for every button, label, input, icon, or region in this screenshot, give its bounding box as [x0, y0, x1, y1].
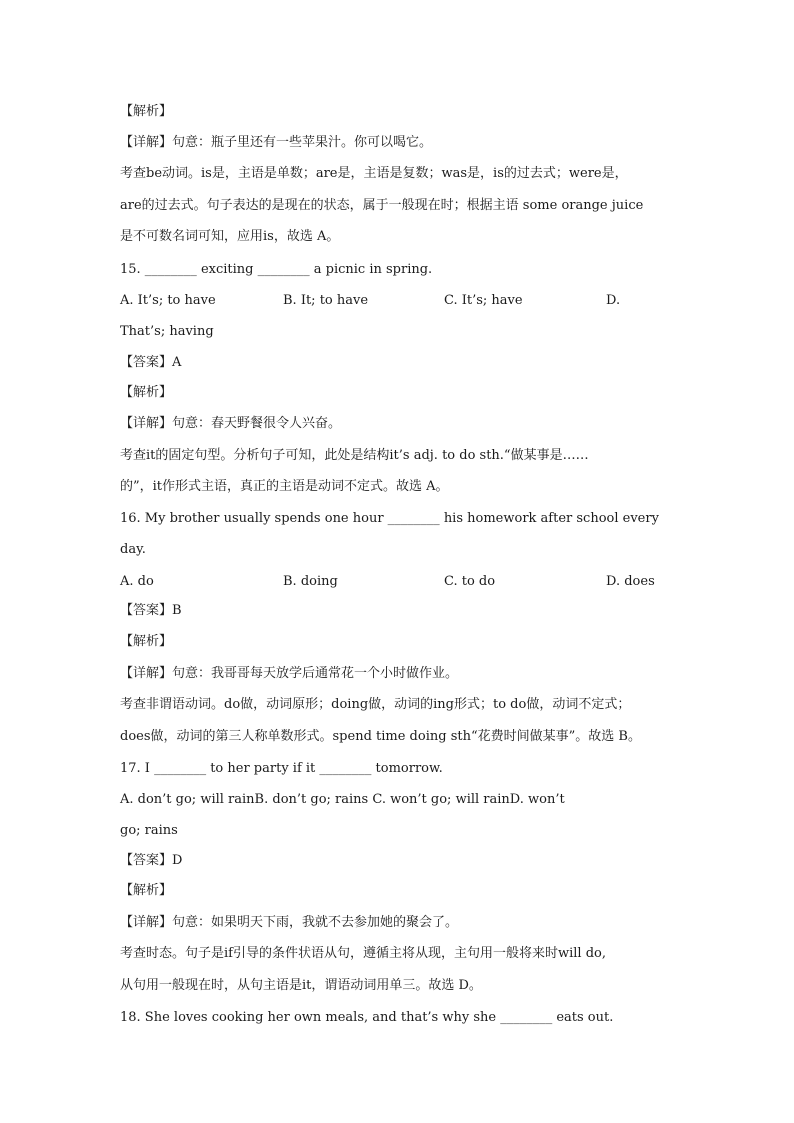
question-18: 18. She loves cooking her own meals, and that’s why she ________ eats out. — [120, 1010, 614, 1025]
explanation-text: does做，动词的第三人称单数形式。spend time doing sth“花费时间做某事”。故选 B。 — [120, 729, 641, 744]
explanation-text: 的”，it作形式主语，真正的主语是动词不定式。故选 A。 — [120, 479, 449, 494]
q15-option-c: C. It’s; have — [444, 293, 523, 308]
q16-option-a: A. do — [120, 574, 154, 589]
detail-text: 【详解】句意：我哥哥每天放学后通常花一个小时做作业。 — [120, 666, 459, 681]
q15-option-a: A. It’s; to have — [120, 293, 216, 308]
explanation-text: 考查时态。句子是if引导的条件状语从句，遵循主将从现，主句用一般将来时will do, — [120, 946, 606, 961]
question-15: 15. ________ exciting ________ a picnic in spring. — [120, 262, 433, 277]
q17-options: A. don’t go; will rainB. don’t go; rains C. won’t go; will rainD. won’t — [120, 792, 565, 807]
question-16-cont: day. — [120, 542, 146, 557]
analysis-header: 【解析】 — [120, 634, 173, 649]
analysis-header: 【解析】 — [120, 104, 173, 119]
q16-option-b: B. doing — [283, 574, 338, 589]
explanation-text: 是不可数名词可知，应用is，故选 A。 — [120, 229, 340, 244]
explanation-text: 从句用一般现在时，从句主语是it，谓语动词用单三。故选 D。 — [120, 978, 482, 993]
question-17: 17. I ________ to her party if it ________ tomorrow. — [120, 761, 443, 776]
explanation-text: 考查be动词。is是，主语是单数；are是，主语是复数；was是，is的过去式；were是， — [120, 166, 628, 181]
q16-option-c: C. to do — [444, 574, 496, 589]
q16-option-d: D. does — [606, 574, 655, 589]
explanation-text: 考查it的固定句型。分析句子可知，此处是结构it’s adj. to do sth.“做某事是…… — [120, 448, 589, 463]
question-16: 16. My brother usually spends one hour ________ his homework after school every — [120, 511, 659, 526]
q15-option-b: B. It; to have — [283, 293, 369, 308]
q17-options-cont: go; rains — [120, 823, 178, 838]
answer-label: 【答案】D — [120, 853, 183, 868]
analysis-header: 【解析】 — [120, 385, 173, 400]
answer-label: 【答案】B — [120, 603, 182, 618]
explanation-text: are的过去式。句子表达的是现在的状态，属于一般现在时；根据主语 some orange juice — [120, 198, 644, 213]
detail-text: 【详解】句意：瓶子里还有一些苹果汁。你可以喝它。 — [120, 135, 433, 150]
analysis-header: 【解析】 — [120, 883, 173, 898]
explanation-text: 考查非谓语动词。do做，动词原形；doing做，动词的ing形式；to do做，动词不定式； — [120, 697, 631, 712]
detail-text: 【详解】句意：春天野餐很令人兴奋。 — [120, 416, 342, 431]
answer-label: 【答案】A — [120, 355, 182, 370]
q15-option-d-text: That’s; having — [120, 324, 214, 339]
q15-option-d: D. — [606, 293, 621, 308]
detail-text: 【详解】句意：如果明天下雨，我就不去参加她的聚会了。 — [120, 915, 459, 930]
